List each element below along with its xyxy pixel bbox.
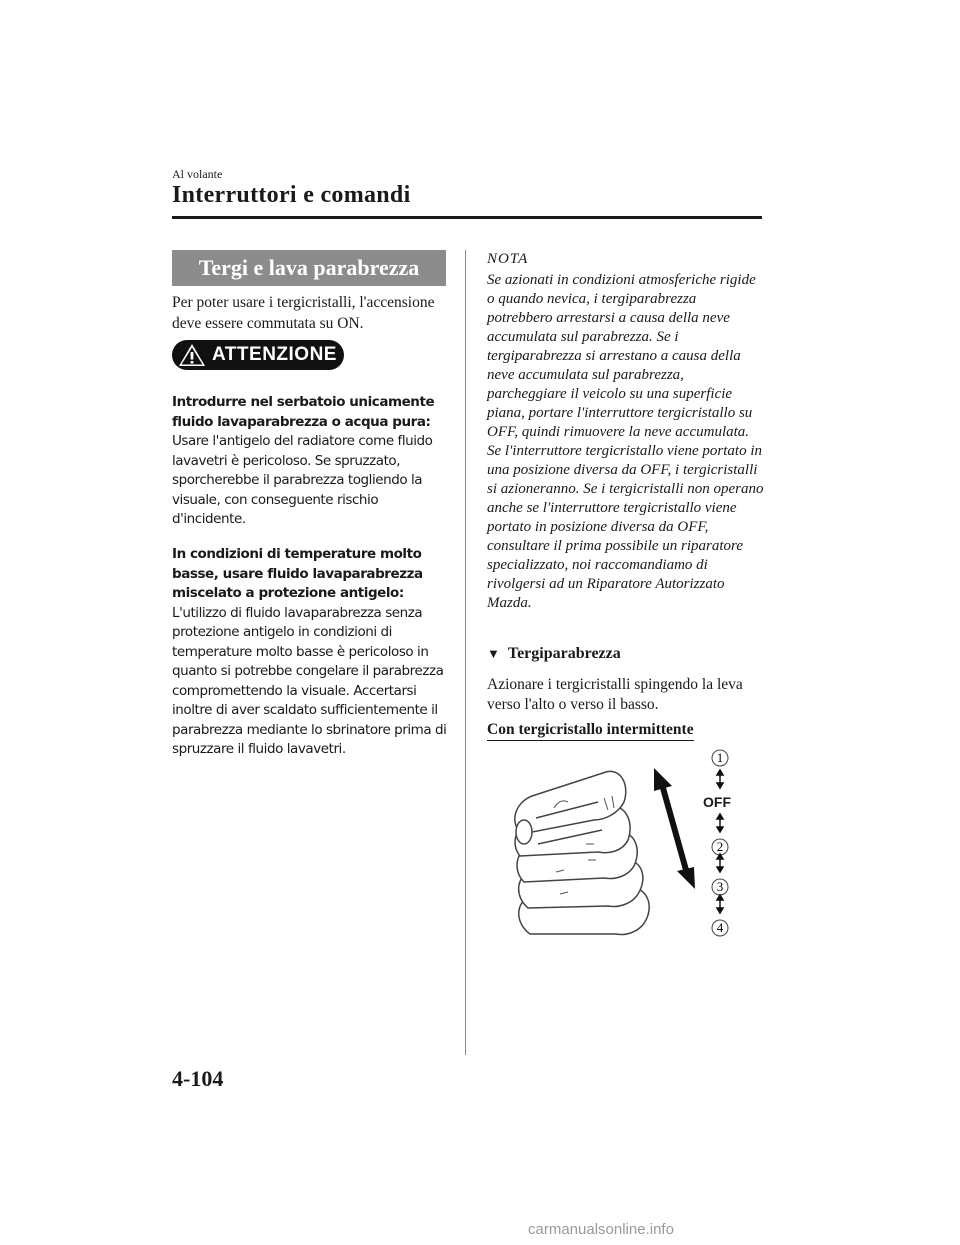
warning-item-heading: Introdurre nel serbatoio unicamente fluido lavaparabrezza o acqua pura: [172, 394, 435, 430]
wiper-lever-illustration [515, 771, 649, 934]
header-rule [172, 216, 762, 219]
wiper-lever-diagram [508, 748, 748, 948]
note-label: NOTA [487, 251, 529, 267]
note-text: Se azionati in condizioni atmosferiche rigide o quando nevica, i tergiparabrezza potrebbero arrestarsi a causa della neve accumulata sul parabrezza. Se i tergiparabrezza si arrestano a causa della neve accumulata sul parabrezza, parcheggiare il veicolo su una superficie piana, portare l'interruttore tergicristallo su OFF, quindi rimuovere la neve accumulata. Se l'interruttore tergicristallo viene portato in una posizione diversa da OFF, i tergicristalli si azioneranno. Se i tergicristalli non operano anche se l'interruttore tergicristallo viene portato in posizione diversa da OFF, consultare il prima possibile un riparatore specializzato, noi raccomandiamo di rivolgersi ad un Riparatore Autorizzato Mazda. [487, 272, 764, 611]
column-divider [465, 250, 466, 1055]
position-label: 1 [716, 750, 724, 765]
warning-item [172, 393, 454, 530]
warning-label: ATTENZIONE [212, 344, 337, 365]
warning-item-body: Usare l'antigelo del radiatore come fluido lavavetri è pericoloso. Se spruzzato, sporcherebbe il parabrezza togliendo la visuale, con conseguente rischio d'incidente. [172, 433, 433, 527]
intro-paragraph: Per poter usare i tergicristalli, l'accensione deve essere commutata su ON. [172, 294, 435, 332]
subsection-text: Azionare i tergicristalli spingendo la leva verso l'alto o verso il basso. [487, 676, 743, 713]
position-label: 4 [716, 920, 724, 935]
chapter-title: Interruttori e comandi [172, 182, 411, 208]
double-arrow-icon [654, 768, 695, 889]
position-label: 2 [716, 839, 724, 854]
subsection-heading-label: Tergiparabrezza [507, 645, 621, 662]
off-position-label: OFF [703, 794, 731, 810]
diagram-title: Con tergicristallo intermittente [487, 721, 694, 741]
warning-badge [172, 340, 344, 370]
subsection-heading [487, 645, 621, 663]
warning-triangle-icon [178, 343, 206, 367]
triangle-bullet-icon: ▼ [487, 646, 500, 661]
warning-item-body: L'utilizzo di fluido lavaparabrezza senza protezione antigelo in condizioni di temperature molto basse è pericoloso in quanto si potrebbe congelare il parabrezza compromettendo la visuale. Accertarsi inoltre di aver scaldato sufficientemente il parabrezza mediante lo sbrinatore prima di spruzzare il fluido lavavetri. [172, 604, 447, 757]
position-label: 3 [716, 879, 724, 894]
chapter-small-title: Al volante [172, 167, 223, 181]
page-number: 4-104 [172, 1066, 224, 1091]
footer-watermark: carmanualsonline.info [528, 1221, 674, 1238]
warning-item [172, 545, 454, 760]
warning-item-heading: In condizioni di temperature molto basse, usare fluido lavaparabrezza miscelato a protezione antigelo: [172, 546, 423, 601]
section-title-banner: Tergi e lava parabrezza [172, 250, 446, 286]
